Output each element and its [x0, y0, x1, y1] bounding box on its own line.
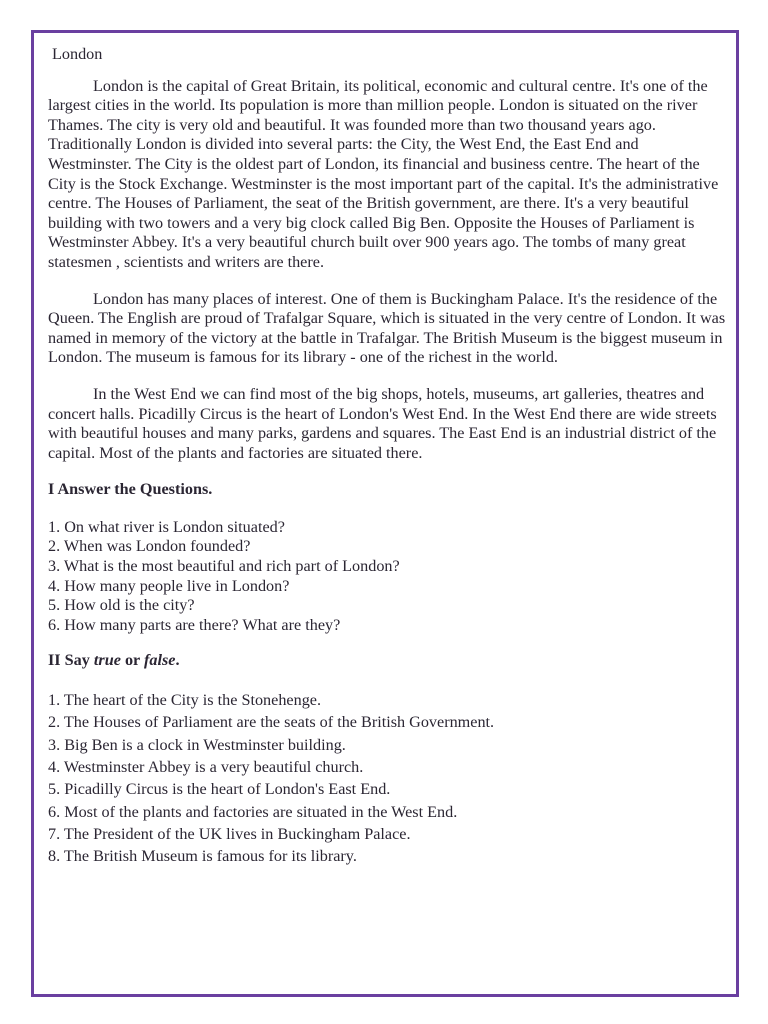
paragraph-2: London has many places of interest. One of them is Buckingham Palace. It's the residence of the Queen. The English are proud of Trafalgar Square, which is situated in the very centre of London. It was named in memory of the victory at the battle in Trafalgar. The British Museum is the biggest museum in London. The museum is famous for its library - one of the richest in the world.	[48, 289, 726, 367]
statement-item: 1. The heart of the City is the Stonehenge.	[48, 691, 322, 710]
heading-false: false	[143, 651, 176, 670]
heading-prefix: II Say	[48, 651, 90, 670]
statement-item: 4. Westminster Abbey is a very beautiful church.	[48, 757, 364, 776]
questions-list	[48, 518, 726, 636]
statement-item: 6. Most of the plants and factories are situated in the West End.	[48, 802, 458, 821]
statement-item: 2. The Houses of Parliament are the seats of the British Government.	[48, 713, 495, 732]
true-false-list	[48, 689, 726, 867]
question-item: 4. How many people live in London?	[48, 576, 290, 595]
statement-item: 3. Big Ben is a clock in Westminster building.	[48, 735, 346, 754]
paragraph-1: London is the capital of Great Britain, its political, economic and cultural centre. It's one of the largest cities in the world. Its population is more than million people. London is situated on the river Thames. The city is very old and beautiful. It was founded more than two thousand years ago. Traditionally London is divided into several parts: the City, the West End, the East End and Westminster. The City is the oldest part of London, its financial and business centre. The heart of the City is the Stock Exchange. Westminster is the most important part of the capital. It's the administrative centre. The Houses of Parliament, the seat of the British government, are there. It's a very beautiful building with two towers and a very big clock called Big Ben. Opposite the Houses of Parliament is Westminster Abbey. It's a very beautiful church built over 900 years ago. The tombs of many great statesmen , scientists and writers are there.	[48, 76, 719, 271]
question-item: 6. How many parts are there? What are they?	[48, 615, 341, 634]
document-title: London	[52, 45, 103, 63]
heading-end: .	[175, 651, 180, 670]
document-body	[48, 45, 726, 883]
statement-item: 8. The British Museum is famous for its library.	[48, 847, 357, 866]
paragraph-3: In the West End we can find most of the big shops, hotels, museums, art galleries, theatres and concert halls. Picadilly Circus is the heart of London's West End. In the West End there are wide streets with beautiful houses and many parks, gardens and squares. The East End is an industrial district of the capital. Most of the plants and factories are situated there.	[48, 384, 717, 462]
question-item: 2. When was London founded?	[48, 537, 251, 556]
statement-item: 5. Picadilly Circus is the heart of London's East End.	[48, 780, 391, 799]
section-2-heading	[48, 651, 726, 671]
heading-or: or	[124, 651, 140, 670]
statement-item: 7. The President of the UK lives in Buckingham Palace.	[48, 824, 411, 843]
question-item: 3. What is the most beautiful and rich part of London?	[48, 557, 400, 576]
heading-true: true	[93, 651, 121, 670]
section-1-heading: I Answer the Questions.	[48, 480, 213, 499]
page-border	[31, 30, 739, 997]
question-item: 5. How old is the city?	[48, 596, 195, 615]
question-item: 1. On what river is London situated?	[48, 517, 285, 536]
